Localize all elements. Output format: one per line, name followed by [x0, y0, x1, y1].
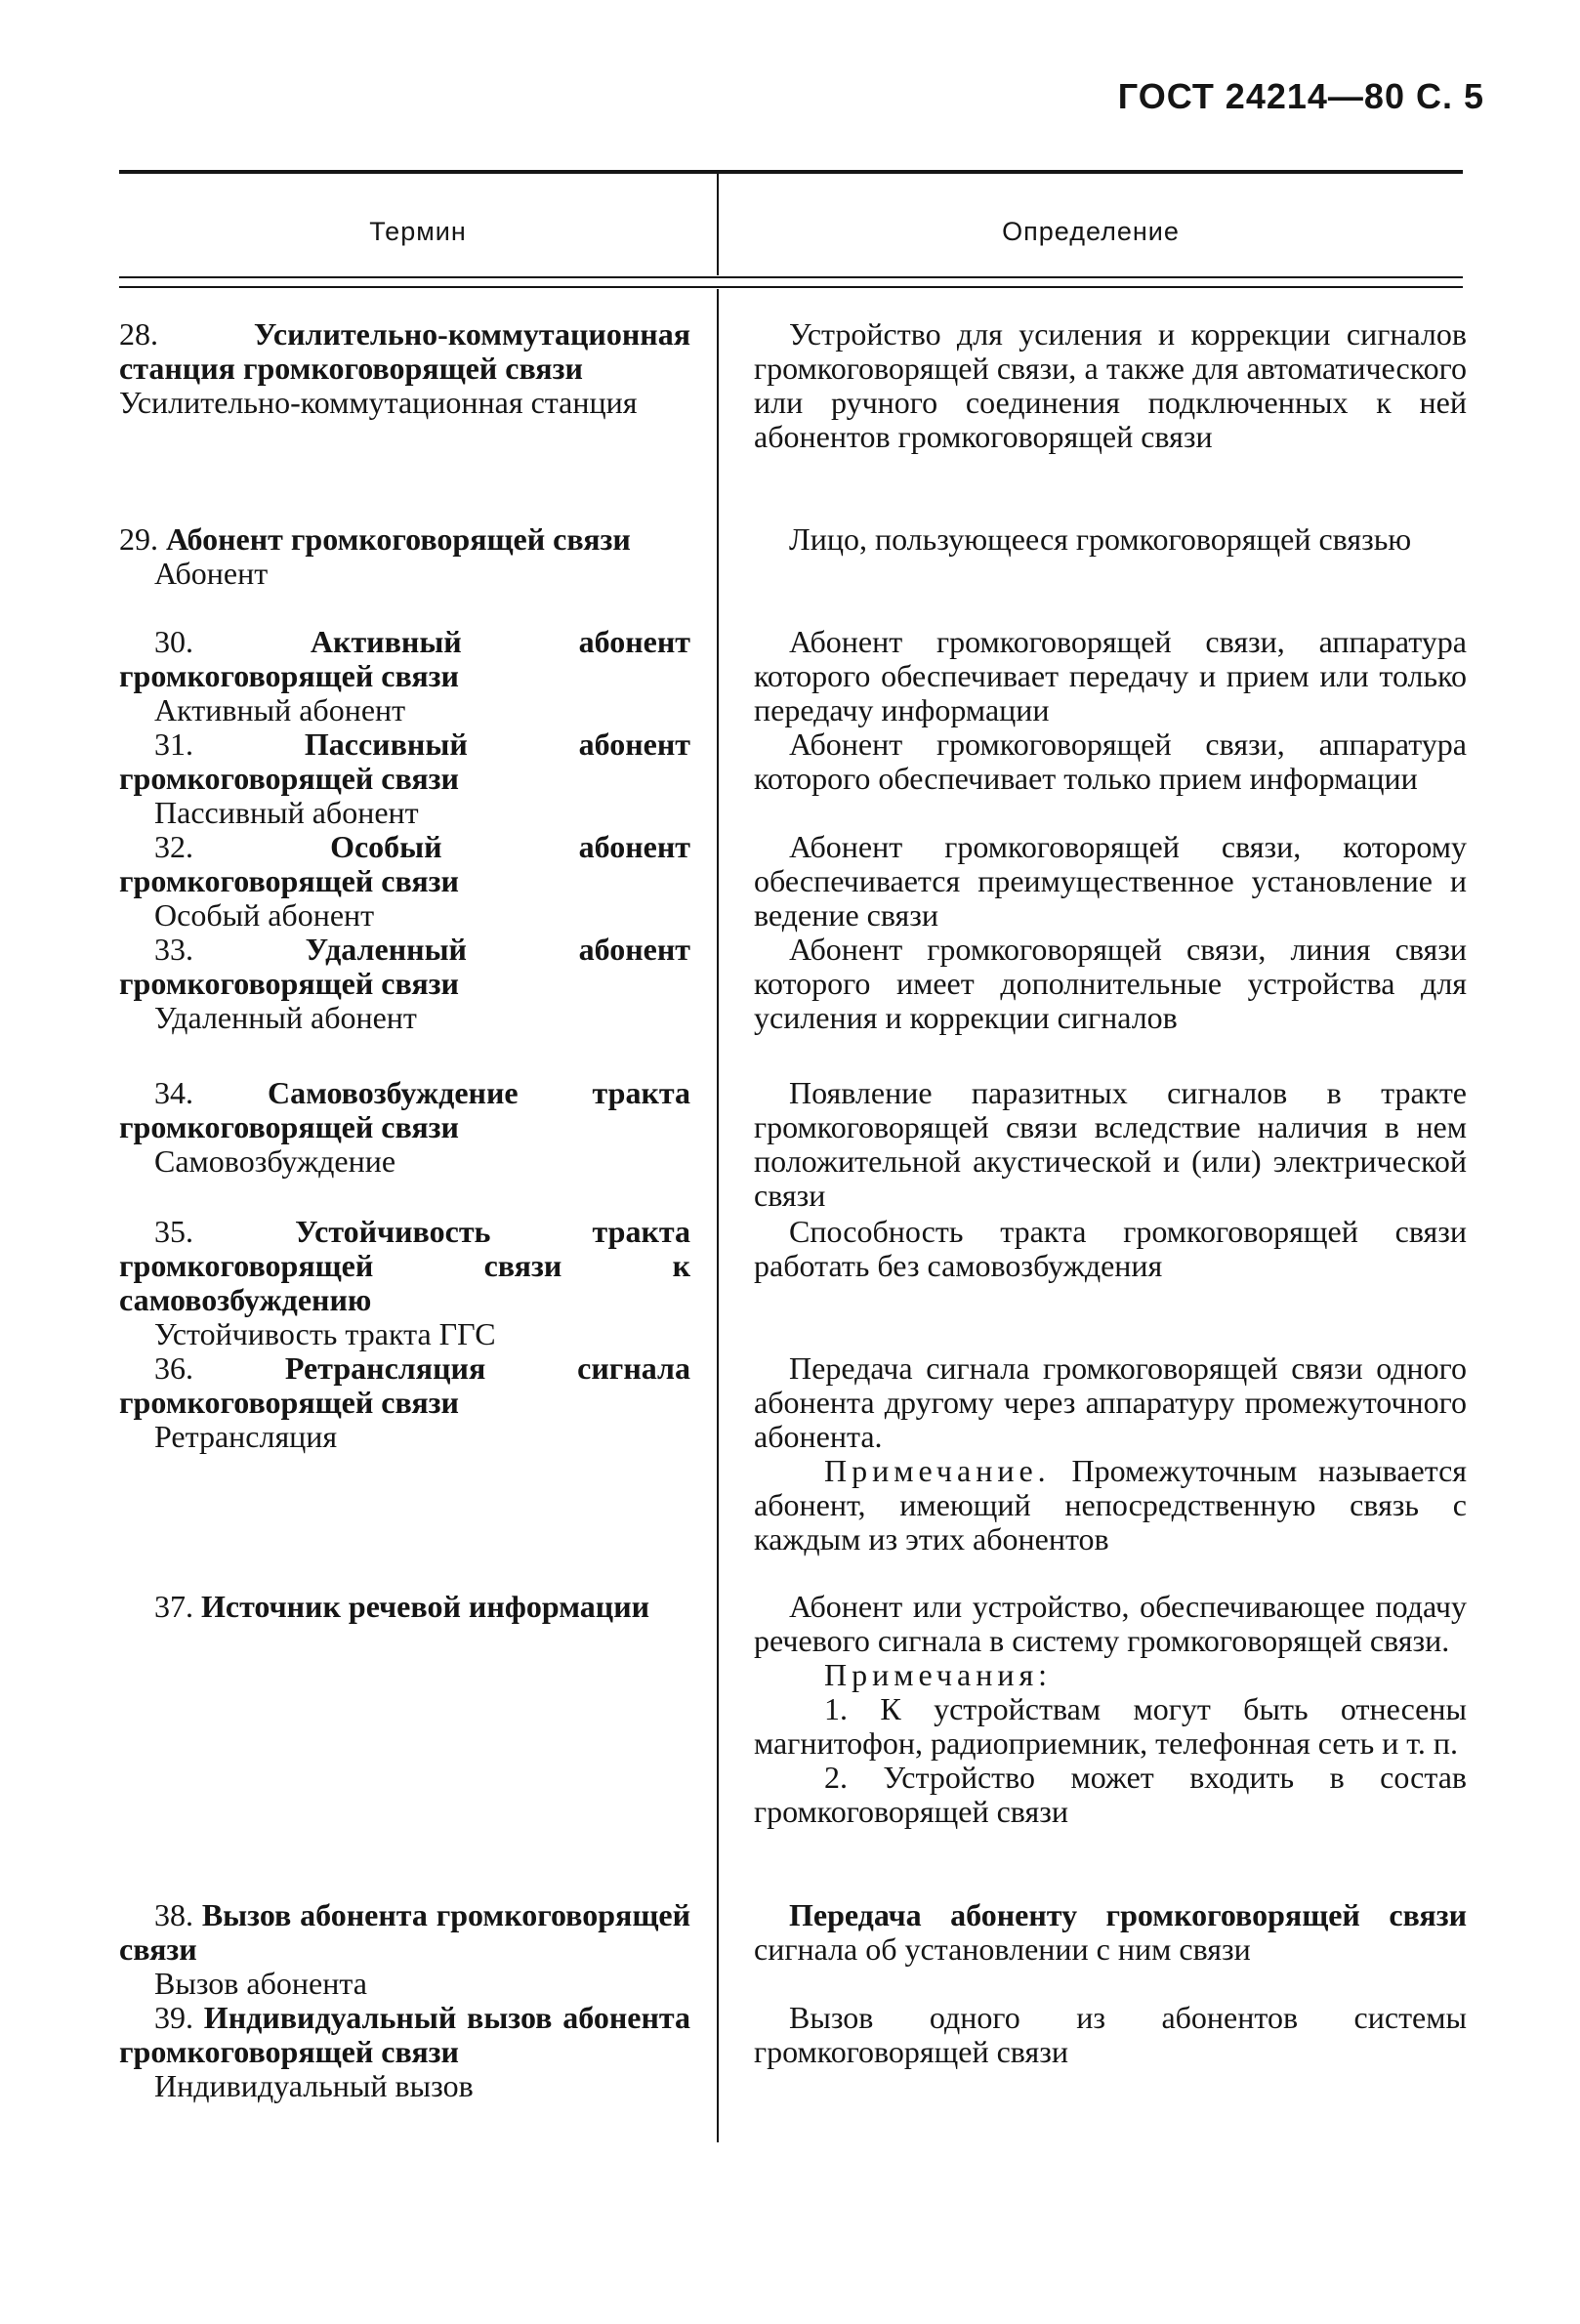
term-title — [119, 830, 690, 898]
page-header: ГОСТ 24214—80 С. 5 — [1117, 76, 1484, 116]
definition-text: Абонент громкоговорящей связи, которому обеспечивается преимущественное установление и ведение связи — [754, 829, 1467, 933]
term-entry-33 — [119, 933, 690, 1035]
term-title — [119, 727, 690, 796]
term-title — [119, 1351, 690, 1420]
definition-note — [754, 1454, 1467, 1556]
term-short-form: Самовозбуждение — [154, 1143, 396, 1179]
term-title — [119, 1076, 690, 1144]
term-short-form: Ретрансляция — [154, 1419, 338, 1454]
term-short-form: Индивидуальный вызов — [154, 2068, 474, 2103]
term-entry-37 — [119, 1590, 690, 1624]
term-short-form: Устойчивость тракта ГГС — [154, 1316, 496, 1351]
definition-38 — [754, 1898, 1467, 1967]
term-name: Активный абонент громкоговорящей связи — [119, 624, 690, 693]
term-short-form: Активный абонент — [154, 692, 406, 727]
definition-text: Устройство для усиления и коррекции сигналов громкоговорящей связи, а также для автоматического или ручного соединения подключенных к ней абонентов громкоговорящей связи — [754, 316, 1467, 454]
term-name: Ретрансляция сигнала громкоговорящей связи — [119, 1350, 691, 1420]
definition-36 — [754, 1351, 1467, 1556]
term-number: 29. — [119, 521, 158, 557]
term-name: Пассивный абонент громкоговорящей связи — [119, 726, 690, 796]
definition-35 — [754, 1215, 1467, 1283]
definition-text: Вызов одного из абонентов системы громкоговорящей связи — [754, 2000, 1467, 2069]
term-number: 34. — [154, 1075, 193, 1110]
term-name: Особый абонент громкоговорящей связи — [119, 829, 691, 898]
term-entry-28 — [119, 317, 690, 420]
term-short-form: Удаленный абонент — [154, 1000, 417, 1035]
term-name: Устойчивость тракта громкоговорящей связи к самовозбуждению — [119, 1214, 690, 1317]
definition-29 — [754, 522, 1467, 557]
definition-30 — [754, 625, 1467, 727]
term-name: Вызов абонента громкоговорящей связи — [119, 1897, 691, 1967]
term-title — [119, 317, 690, 386]
column-header-definition: Определение — [1002, 217, 1180, 246]
term-title — [119, 1215, 690, 1317]
header-rule-lower — [119, 286, 1463, 288]
definition-text — [754, 1898, 1467, 1967]
column-header-term: Термин — [369, 217, 467, 246]
term-number: 30. — [154, 624, 193, 659]
term-entry-32 — [119, 830, 690, 933]
definition-text: Способность тракта громкоговорящей связи работать без самовозбуждения — [754, 1214, 1467, 1283]
term-number: 39. — [154, 2000, 193, 2035]
term-number: 28. — [119, 316, 158, 352]
term-entry-34 — [119, 1076, 690, 1179]
term-number: 35. — [154, 1214, 193, 1249]
definition-33 — [754, 933, 1467, 1035]
term-short-form: Усилительно-коммутационная станция — [119, 385, 638, 420]
definition-text: Передача сигнала громкоговорящей связи одного абонента другому через аппаратуру промежуточного абонента. — [754, 1350, 1467, 1454]
term-title — [119, 522, 690, 557]
definition-28 — [754, 317, 1467, 454]
term-number: 38. — [154, 1897, 193, 1932]
definition-text: Абонент громкоговорящей связи, аппаратура которого обеспечивает только прием информации — [754, 726, 1467, 796]
term-short-form: Пассивный абонент — [154, 795, 419, 830]
definition-text: Абонент громкоговорящей связи, линия связи которого имеет дополнительные устройства для усиления и коррекции сигналов — [754, 932, 1467, 1035]
term-short-form: Абонент — [154, 556, 269, 591]
term-short-form: Особый абонент — [154, 897, 375, 933]
body-column-divider — [717, 289, 719, 2142]
definition-31 — [754, 727, 1467, 796]
term-title — [119, 1590, 690, 1624]
definition-text: Появление паразитных сигналов в тракте громкоговорящей связи вследствие наличия в нем положительной акустической и (или) электрической связи — [754, 1075, 1467, 1213]
notes-label: Примечания: — [824, 1657, 1053, 1692]
term-name: Самовозбуждение тракта громкоговорящей связи — [119, 1075, 690, 1144]
term-number: 33. — [154, 932, 193, 967]
note-item: 2. Устройство может входить в состав громкоговорящей связи — [754, 1760, 1467, 1829]
term-number: 37. — [154, 1589, 193, 1624]
term-name: Источник речевой информации — [201, 1589, 650, 1624]
note-label: Примечание. — [824, 1453, 1051, 1488]
term-entry-29 — [119, 522, 690, 591]
term-name: Абонент громкоговорящей связи — [166, 521, 631, 557]
header-rule-upper — [119, 276, 1463, 278]
note-text: Промежуточным называется абонент, имеющий непосредственную связь с каждым из этих абонентов — [754, 1453, 1468, 1556]
term-number: 32. — [154, 829, 193, 864]
term-entry-38 — [119, 1898, 690, 2001]
term-entry-36 — [119, 1351, 690, 1454]
term-title — [119, 625, 690, 693]
term-number: 31. — [154, 726, 193, 762]
definition-text: Абонент громкоговорящей связи, аппаратура которого обеспечивает передачу и прием или только передачу информации — [754, 624, 1467, 727]
term-name: Усилительно-коммутационная станция громкоговорящей связи — [119, 316, 690, 386]
term-name: Индивидуальный вызов абонента громкоговорящей связи — [119, 2000, 691, 2069]
term-number: 36. — [154, 1350, 193, 1386]
definition-39 — [754, 2001, 1467, 2069]
term-title — [119, 2001, 690, 2069]
definition-text: Лицо, пользующееся громкоговорящей связью — [789, 521, 1412, 557]
term-title — [119, 1898, 690, 1967]
definition-32 — [754, 830, 1467, 933]
term-name: Удаленный абонент громкоговорящей связи — [119, 932, 691, 1001]
term-entry-30 — [119, 625, 690, 727]
definition-text: Абонент или устройство, обеспечивающее подачу речевого сигнала в систему громкоговорящей связи. — [754, 1589, 1467, 1658]
term-title — [119, 933, 690, 1001]
definition-34 — [754, 1076, 1467, 1213]
table-top-rule — [119, 170, 1463, 174]
term-entry-31 — [119, 727, 690, 830]
definition-bold-part: Передача абоненту громкоговорящей связи — [789, 1897, 1467, 1932]
term-entry-35 — [119, 1215, 690, 1351]
note-item: 1. К устройствам могут быть отнесены магнитофон, радиоприемник, телефонная сеть и т. п. — [754, 1691, 1467, 1761]
term-short-form: Вызов абонента — [154, 1966, 367, 2001]
definition-37 — [754, 1590, 1467, 1829]
term-entry-39 — [119, 2001, 690, 2103]
definition-rest: сигнала об установлении с ним связи — [754, 1931, 1251, 1967]
